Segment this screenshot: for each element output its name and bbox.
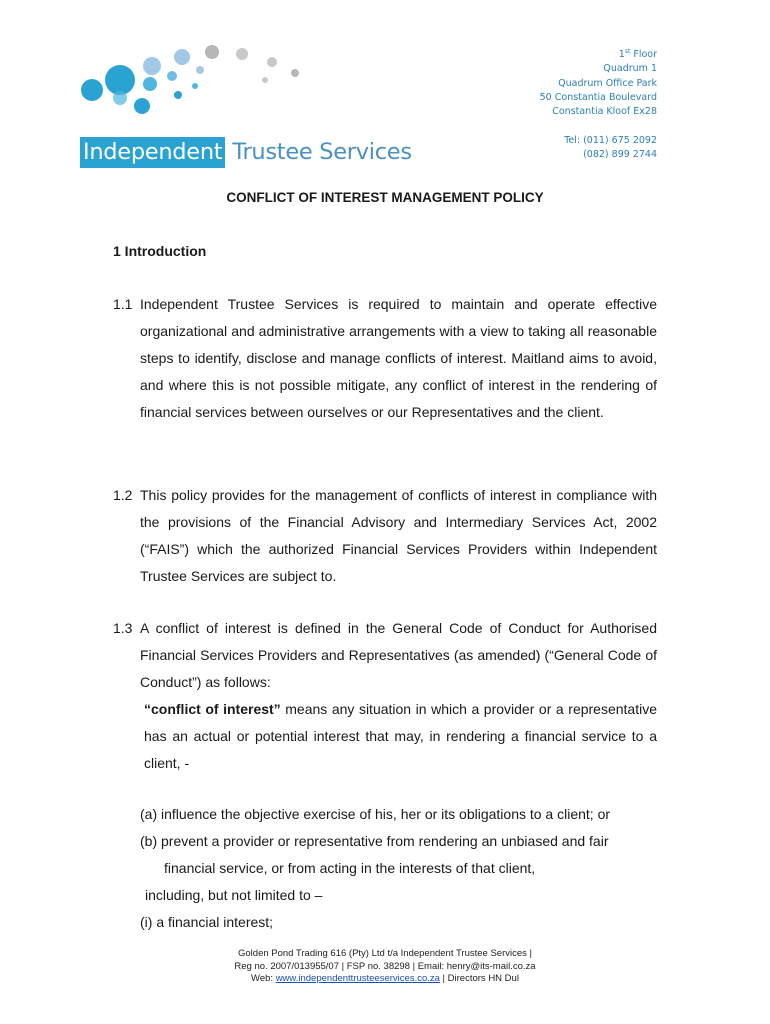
footer-web-line	[0, 973, 770, 986]
definition-text	[140, 696, 657, 777]
including-line: including, but not limited to –	[145, 887, 323, 903]
list-item-b-line-1: (b) prevent a provider or representative from rendering an unbiased and fair	[140, 833, 609, 849]
address-gap	[540, 120, 657, 134]
list-item-b-line-2: financial service, or from acting in the interests of that client,	[164, 860, 536, 876]
paragraph-number: 1.2	[113, 487, 133, 503]
address-line-3: Quadrum Office Park	[558, 77, 657, 89]
address-line-2: Quadrum 1	[603, 63, 657, 75]
document-title: CONFLICT OF INTEREST MANAGEMENT POLICY	[226, 190, 544, 205]
footer-directors: | Directors HN Dul	[439, 973, 519, 984]
list-item-i: (i) a financial interest;	[140, 914, 274, 930]
footer-web-label: Web:	[251, 973, 276, 984]
paragraph-number: 1.3	[113, 620, 133, 636]
footer-company-line: Golden Pond Trading 616 (Pty) Ltd t/a Independent Trustee Services |	[238, 948, 532, 959]
footer-registration-line: Reg no. 2007/013955/07 | FSP no. 38298 | Email: henry@its-mail.co.za	[234, 960, 536, 972]
section-heading-introduction: 1 Introduction	[113, 243, 207, 259]
logo-dots-graphic	[80, 40, 320, 135]
definition-body: means any situation in which a provider or a representative has an actual or potential interest that may, in rendering a financial service to a client, -	[144, 701, 657, 771]
paragraph-text: This policy provides for the management of conflicts of interest in compliance with the provisions of the Financial Advisory and Intermediary Services Act, 2002 (“FAIS”) which the authorized Financial Services Providers within Independent Trustee Services are subject to.	[140, 487, 657, 584]
definition-term: “conflict of interest”	[144, 701, 281, 717]
address-floor	[540, 45, 657, 62]
paragraph-1-1	[113, 291, 657, 426]
website-link[interactable]: www.independenttrusteeservices.co.za	[275, 973, 440, 984]
logo-highlighted-word: Independent	[80, 137, 225, 168]
company-logo	[80, 40, 412, 175]
floor-suffix: st	[624, 48, 631, 55]
telephone-2: (082) 899 2744	[583, 148, 657, 160]
paragraph-1-2	[113, 482, 657, 590]
address-line-5: Constantia Kloof Ex28	[552, 106, 657, 118]
telephone-1: Tel: (011) 675 2092	[564, 134, 657, 146]
paragraph-text: A conflict of interest is defined in the General Code of Conduct for Authorised Financial Services Providers and Representatives (as amended) (“General Code of Conduct”) as follows:	[140, 620, 657, 690]
address-line-4: 50 Constantia Boulevard	[539, 92, 657, 104]
floor-word: Floor	[633, 49, 657, 61]
paragraph-number: 1.1	[113, 296, 133, 312]
paragraph-1-3	[113, 615, 657, 696]
list-item-a: (a) influence the objective exercise of his, her or its obligations to a client; or	[140, 806, 611, 822]
floor-number: 1	[618, 49, 625, 61]
logo-rest-words: Trustee Services	[232, 139, 412, 165]
logo-wordmark	[80, 135, 412, 169]
page-footer	[0, 948, 770, 986]
paragraph-text: Independent Trustee Services is required to maintain and operate effective organizational and administrative arrangements with a view to taking all reasonable steps to identify, disclose and manage conflicts of interest. Maitland aims to avoid, and where this is not possible mitigate, any conflict of interest in the rendering of financial services between ourselves or our Representatives and the client.	[140, 296, 657, 420]
company-address	[540, 45, 657, 162]
definition-paragraph	[113, 696, 657, 777]
